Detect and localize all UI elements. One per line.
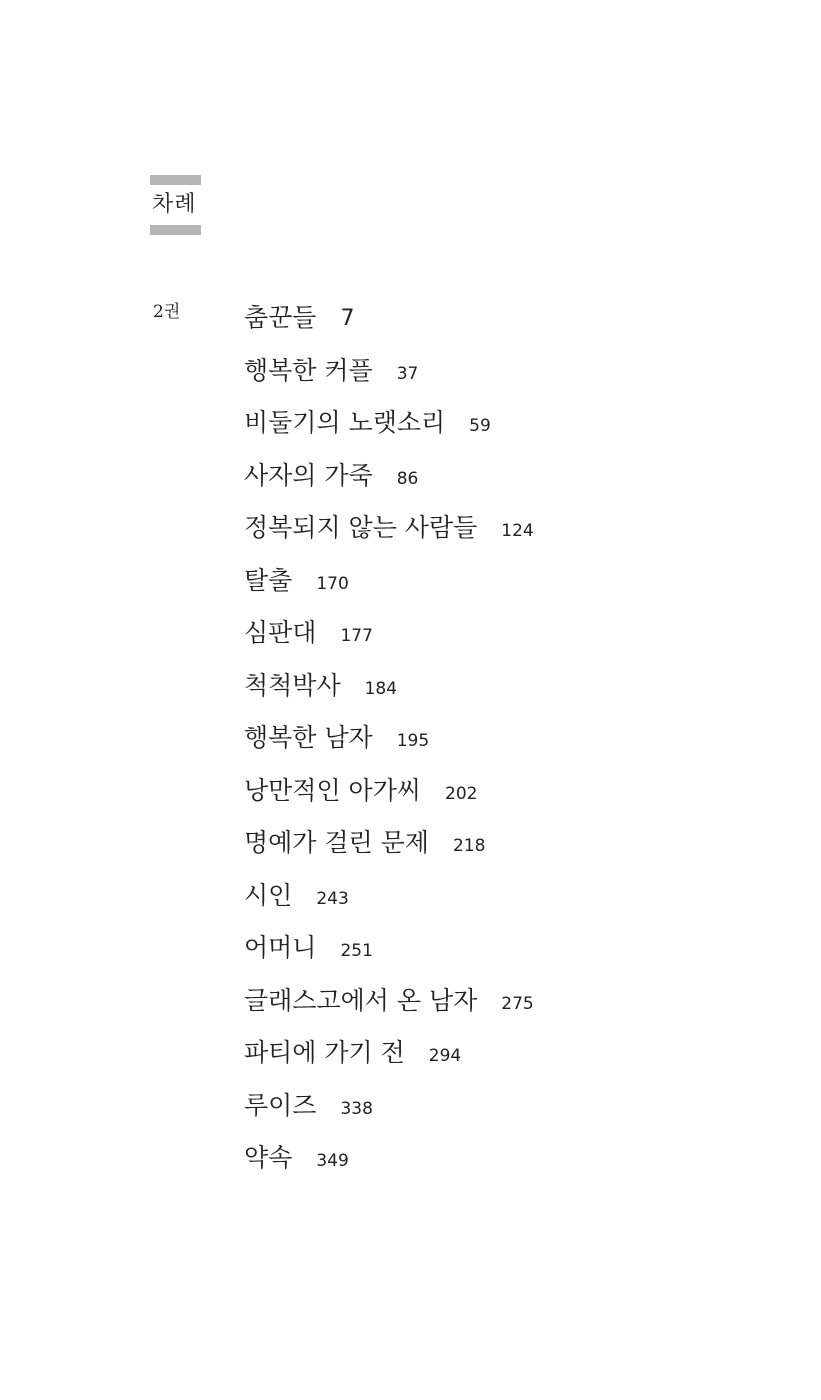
toc-entry-page: 86: [396, 468, 419, 489]
toc-entry-title: 글래스고에서 온 남자: [244, 985, 478, 1015]
toc-entry-title: 파티에 가기 전: [244, 1038, 405, 1068]
toc-entry-title: 행복한 남자: [244, 723, 373, 753]
toc-entry[interactable]: [244, 1027, 534, 1080]
toc-entry-title: 비둘기의 노랫소리: [244, 408, 446, 438]
toc-entry[interactable]: [244, 765, 534, 818]
toc-entry[interactable]: [244, 450, 534, 503]
toc-entry-title: 시인: [244, 880, 293, 910]
toc-entry-page: 218: [452, 836, 486, 857]
toc-entry[interactable]: [244, 555, 534, 608]
toc-entry-title: 어머니: [244, 933, 317, 963]
toc-entry-page: 251: [340, 941, 373, 962]
toc-entry-page: 124: [501, 521, 534, 542]
header-bar-bottom: [150, 225, 201, 235]
toc-entry[interactable]: [244, 607, 534, 660]
toc-entry-title: 심판대: [244, 618, 317, 648]
toc-entry[interactable]: [244, 292, 534, 345]
toc-entry-title: 행복한 커플: [244, 355, 373, 385]
toc-entry[interactable]: [244, 712, 534, 765]
toc-entry-page: 37: [396, 363, 419, 384]
toc-entry-page: 170: [316, 573, 349, 594]
toc-entry-title: 약속: [244, 1143, 293, 1173]
toc-entry-page: 349: [316, 1151, 349, 1172]
toc-entry[interactable]: [244, 1132, 534, 1185]
toc-entry-title: 낭만적인 아가씨: [244, 775, 421, 805]
toc-entry-title: 춤꾼들: [244, 303, 317, 333]
toc-entry[interactable]: [244, 870, 534, 923]
toc-entry[interactable]: [244, 397, 534, 450]
toc-entry-title: 루이즈: [244, 1090, 317, 1120]
toc-entry[interactable]: [244, 975, 534, 1028]
toc-entry[interactable]: [244, 660, 534, 713]
toc-entry-title: 사자의 가죽: [244, 460, 373, 490]
toc-entry-page: 195: [396, 731, 430, 752]
toc-entry[interactable]: [244, 922, 534, 975]
header-bar-top: [150, 175, 201, 185]
toc-header: [150, 175, 201, 235]
toc-entry-title: 명예가 걸린 문제: [244, 828, 429, 858]
toc-entry-page: 7: [340, 306, 355, 332]
toc-list: [244, 292, 534, 1185]
toc-entry[interactable]: [244, 817, 534, 870]
volume-label: 2권: [153, 302, 181, 322]
toc-entry-title: 탈출: [244, 565, 293, 595]
toc-entry-page: 202: [445, 783, 478, 804]
toc-entry-title: 정복되지 않는 사람들: [244, 513, 478, 543]
toc-entry-page: 59: [469, 416, 491, 437]
toc-entry-page: 275: [501, 993, 534, 1014]
toc-entry-title: 척척박사: [244, 670, 341, 700]
toc-entry-page: 243: [316, 888, 349, 909]
toc-entry-page: 338: [340, 1098, 373, 1119]
toc-entry-page: 184: [364, 678, 398, 699]
toc-entry[interactable]: [244, 502, 534, 555]
page-title: 차례: [152, 192, 197, 217]
toc-entry-page: 177: [340, 626, 373, 647]
toc-entry[interactable]: [244, 1080, 534, 1133]
toc-entry[interactable]: [244, 345, 534, 398]
toc-entry-page: 294: [428, 1046, 462, 1067]
